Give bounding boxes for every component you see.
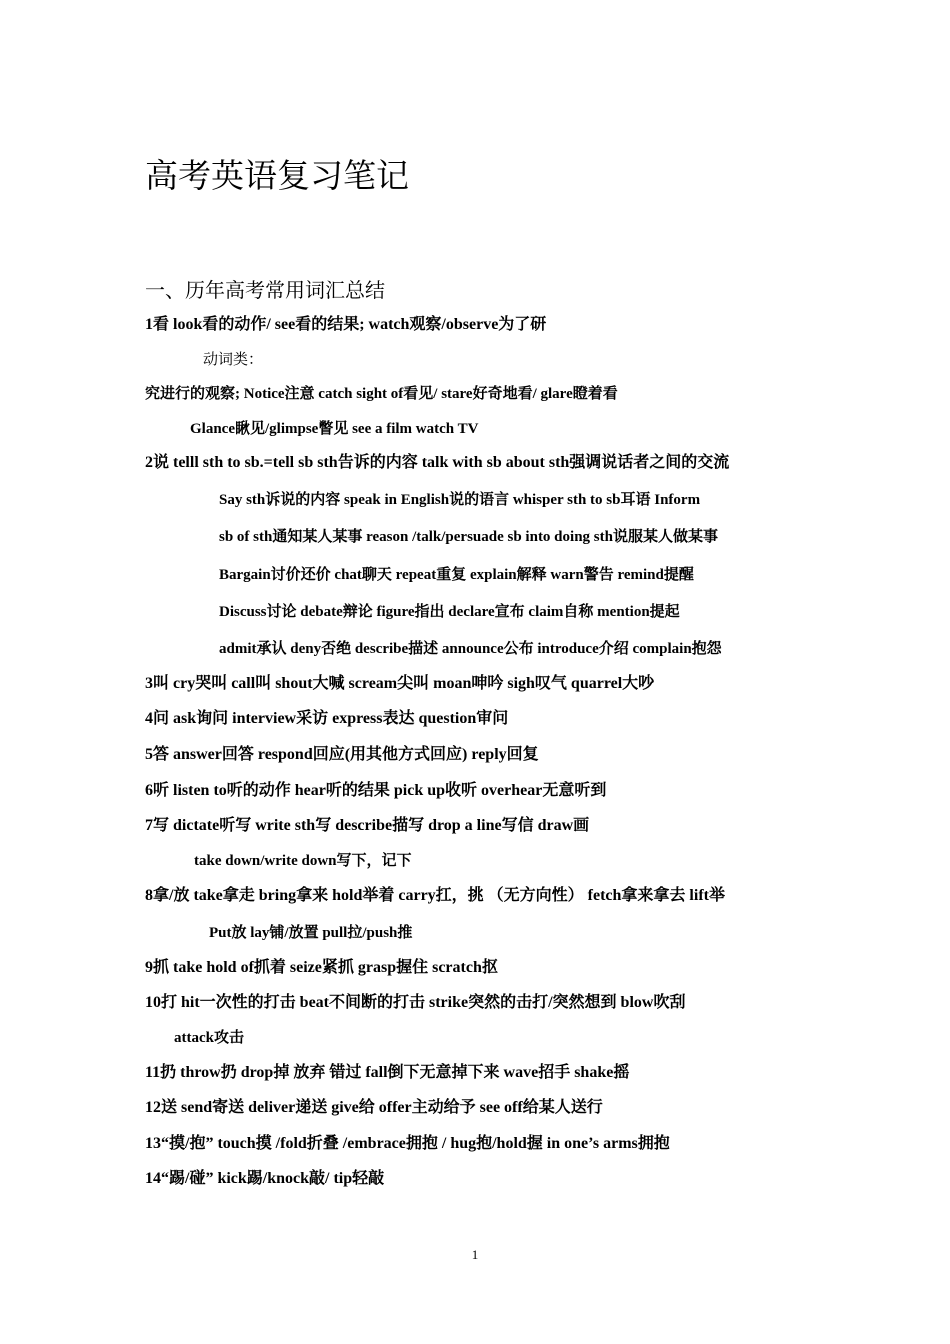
vocab-line: 3叫 cry哭叫 call叫 shout大喊 scream尖叫 moan呻吟 sigh叹气 quarrel大吵	[145, 675, 655, 692]
page-title: 高考英语复习笔记	[145, 156, 409, 195]
vocab-line: sb of sth通知某人某事 reason /talk/persuade sb into doing sth说服某人做某事	[219, 529, 718, 545]
vocab-line: 9抓 take hold of抓着 seize紧抓 grasp握住 scratch抠	[145, 959, 498, 976]
vocab-line: 13“摸/抱” touch摸 /fold折叠 /embrace拥抱 / hug抱/hold握 in one’s arms拥抱	[145, 1135, 670, 1152]
vocab-line: Bargain讨价还价 chat聊天 repeat重复 explain解释 warn警告 remind提醒	[219, 567, 694, 583]
vocab-line: 究进行的观察; Notice注意 catch sight of看见/ stare好奇地看/ glare瞪着看	[145, 386, 618, 402]
vocab-line: 1看 look看的动作/ see看的结果; watch观察/observe为了研	[145, 316, 547, 333]
vocab-line: 4问 ask询问 interview采访 express表达 question审问	[145, 710, 509, 727]
vocab-line: Put放 lay铺/放置 pull拉/push推	[209, 925, 413, 941]
section-heading: 一、历年高考常用词汇总结	[145, 278, 385, 302]
vocab-line: 7写 dictate听写 write sth写 describe描写 drop a line写信 draw画	[145, 817, 590, 834]
vocab-line: 5答 answer回答 respond回应(用其他方式回应) reply回复	[145, 746, 539, 763]
vocab-line: 10打 hit一次性的打击 beat不间断的打击 strike突然的击打/突然想到 blow吹刮	[145, 994, 686, 1011]
vocab-line: 14“踢/碰” kick踢/knock敲/ tip轻敲	[145, 1170, 385, 1187]
vocab-line: Say sth诉说的内容 speak in English说的语言 whisper sth to sb耳语 Inform	[219, 492, 701, 508]
vocab-line: 2说 telll sth to sb.=tell sb sth告诉的内容 talk with sb about sth强调说话者之间的交流	[145, 454, 730, 471]
vocab-line: Discuss讨论 debate辩论 figure指出 declare宣布 claim自称 mention提起	[219, 604, 680, 620]
vocab-line: 6听 listen to听的动作 hear听的结果 pick up收听 overhear无意听到	[145, 782, 607, 799]
vocab-line: Glance瞅见/glimpse瞥见 see a film watch TV	[190, 421, 479, 437]
page-number: 1	[471, 1247, 479, 1262]
vocab-line: admit承认 deny否绝 describe描述 announce公布 introduce介绍 complain抱怨	[219, 641, 722, 657]
vocab-line: attack攻击	[174, 1030, 244, 1046]
vocab-line: 8拿/放 take拿走 bring拿来 hold举着 carry扛，挑 （无方向性） fetch拿来拿去 lift举	[145, 887, 725, 904]
vocab-line: take down/write down写下，记下	[194, 853, 412, 869]
vocab-line: 12送 send寄送 deliver递送 give给 offer主动给予 see off给某人送行	[145, 1099, 603, 1116]
vocab-line: 动词类：	[203, 352, 264, 368]
vocab-line: 11扔 throw扔 drop掉 放弃 错过 fall倒下无意掉下来 wave招手 shake摇	[145, 1064, 630, 1081]
